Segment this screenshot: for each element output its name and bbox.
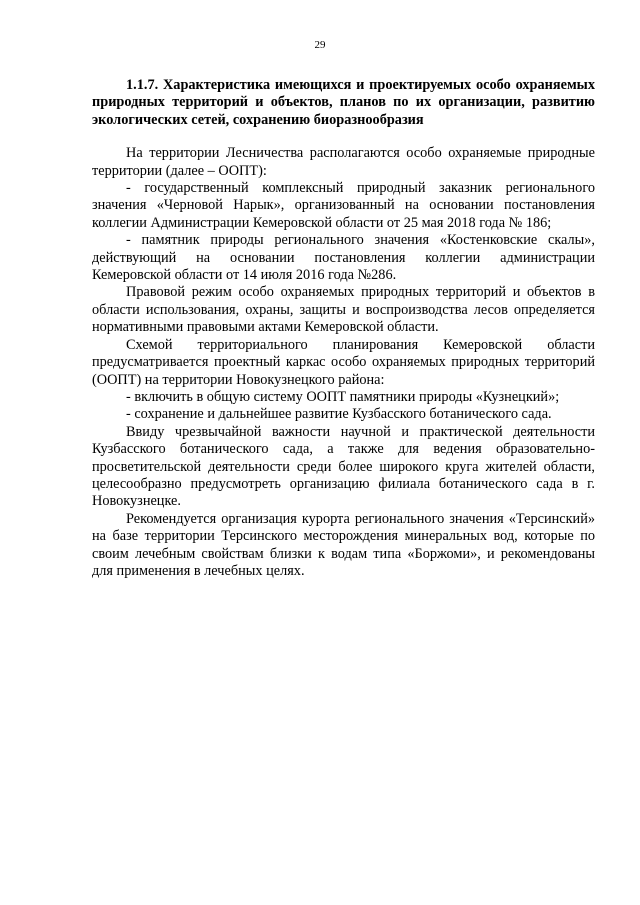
paragraph-legal-regime: Правовой режим особо охраняемых природных территорий и объектов в области использования, охраны, защиты и воспроизводства лесов определяется нормативными правовыми актами Кемеровской области. bbox=[92, 284, 595, 336]
paragraph-territorial-plan: Схемой территориального планирования Кемеровской области предусматривается проектный каркас особо охраняемых природных территорий (ООПТ) на территории Новокузнецкого района: bbox=[92, 336, 595, 388]
paragraph-resort-tersinsky: Рекомендуется организация курорта регионального значения «Терсинский» на базе территории Терсинского месторождения минеральных вод, которые по своим лечебным свойствам близки к водам типа «Боржоми», и рекомендованы для применения в лечебных целях. bbox=[92, 510, 595, 579]
paragraph-include-kuznetsky: - включить в общую систему ООПТ памятники природы «Кузнецкий»; bbox=[126, 388, 560, 405]
section-heading: 1.1.7. Характеристика имеющихся и проектируемых особо охраняемых природных территорий и объектов, планов по их организации, развитию экологических сетей, сохранению биоразнообразия bbox=[92, 77, 595, 128]
paragraph-garden-branch: Ввиду чрезвычайной важности научной и практической деятельности Кузбасского ботанического сада, а также для ведения образовательно-просветительской деятельности среди более широкого круга жителей области, целесообразно предусмотреть организацию филиала ботанического сада в г. Новокузнецке. bbox=[92, 423, 595, 510]
paragraph-intro: На территории Лесничества располагаются особо охраняемые природные территории (далее – ООПТ): bbox=[92, 145, 595, 179]
page-number: 29 bbox=[314, 39, 326, 51]
paragraph-reserve-chernovoy-naryk: - государственный комплексный природный заказник регионального значения «Черновой Нарык», организованный на основании постановления коллегии Администрации Кемеровской области от 25 мая 2018 года № 186; bbox=[92, 180, 595, 231]
document-body bbox=[92, 77, 595, 580]
paragraph-botanical-garden: - сохранение и дальнейшее развитие Кузбасского ботанического сада. bbox=[126, 406, 552, 423]
paragraph-monument-kostenkovskie: - памятник природы регионального значения «Костенковские скалы», действующий на основании постановления коллегии администрации Кемеровской области от 14 июля 2016 года №286. bbox=[92, 232, 595, 284]
